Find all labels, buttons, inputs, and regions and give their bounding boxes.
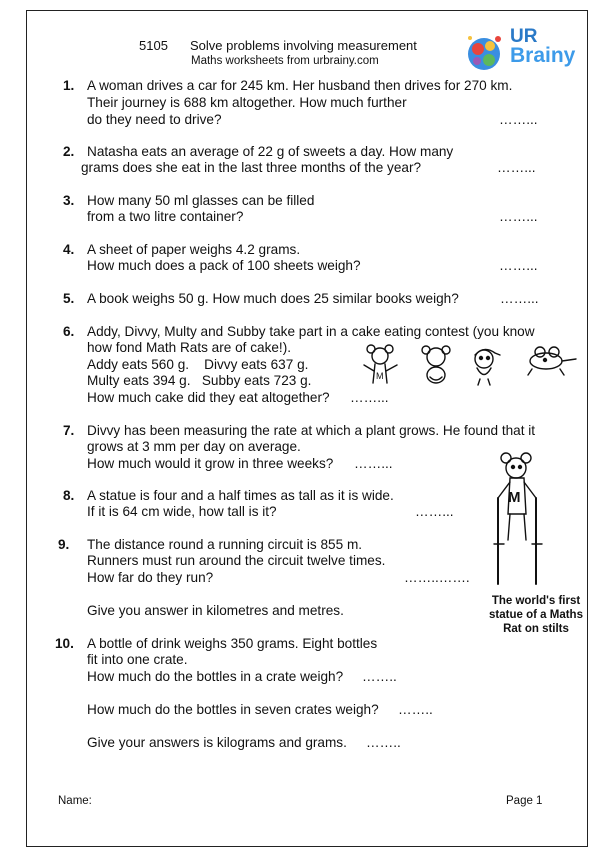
answer-dots: …….. — [366, 735, 401, 750]
question-text-line: Give you answer in kilometres and metres. — [87, 603, 344, 618]
answer-dots: ……... — [500, 291, 539, 306]
logo-ur: UR — [510, 26, 538, 47]
question-number: 1. — [63, 78, 75, 93]
question-text-line: How much do the bottles in seven crates weigh? — [87, 702, 379, 717]
math-rats-illustration — [362, 343, 584, 387]
answer-dots: ……..……. — [404, 570, 470, 585]
worksheet-code: 5105 — [139, 38, 168, 53]
question-text-line: from a two litre container? — [87, 209, 244, 224]
question-text-line: Natasha eats an average of 22 g of sweets a day. How many — [87, 144, 454, 159]
question-text-line: How much does a pack of 100 sheets weigh? — [87, 258, 361, 273]
answer-dots: ……... — [354, 456, 393, 471]
statue-caption — [476, 594, 596, 636]
rat-addy-icon — [364, 345, 397, 383]
question-number: 10. — [55, 636, 74, 651]
question-text-line: how fond Math Rats are of cake!). — [87, 340, 292, 355]
question-text-line: The distance round a running circuit is 855 m. — [87, 537, 363, 552]
question-number: 8. — [63, 488, 75, 503]
question-text-line: Multy eats 394 g. Subby eats 723 g. — [87, 373, 312, 388]
question-text-line: A woman drives a car for 245 km. Her husband then drives for 270 km. — [87, 78, 513, 93]
question-number: 3. — [63, 193, 75, 208]
rat-divvy-icon — [422, 346, 450, 383]
answer-dots: …….. — [398, 702, 433, 717]
question-text-line: How much do the bottles in a crate weigh? — [87, 669, 344, 684]
logo-brainy: Brainy — [510, 44, 576, 67]
question-text-line: A statue is four and a half times as tall as it is wide. — [87, 488, 394, 503]
answer-dots: ……... — [350, 390, 389, 405]
answer-dots: ……... — [499, 112, 538, 127]
rat-multy-icon — [475, 349, 500, 385]
page-number: Page 1 — [506, 795, 543, 807]
question-text-line: grams does she eat in the last three months of the year? — [81, 160, 422, 175]
question-text-line: If it is 64 cm wide, how tall is it? — [87, 504, 277, 519]
question-number: 5. — [63, 291, 75, 306]
answer-dots: ……... — [497, 160, 536, 175]
rat-on-stilts-illustration — [490, 452, 560, 590]
question-text-line: How far do they run? — [87, 570, 214, 585]
worksheet-title: Solve problems involving measurement — [190, 38, 417, 53]
question-text-line: How much cake did they eat altogether? — [87, 390, 330, 405]
svg-text:M: M — [508, 489, 521, 506]
worksheet-subtitle: Maths worksheets from urbrainy.com — [191, 55, 379, 67]
question-text-line: do they need to drive? — [87, 112, 222, 127]
question-text-line: grows at 3 mm per day on average. — [87, 439, 301, 454]
answer-dots: ……... — [499, 209, 538, 224]
urbrainy-logo — [464, 26, 580, 74]
question-text-line: Addy eats 560 g. Divvy eats 637 g. — [87, 357, 309, 372]
answer-dots: ……... — [415, 504, 454, 519]
question-text-line: fit into one crate. — [87, 652, 188, 667]
question-number: 9. — [58, 537, 70, 552]
question-text-line: Runners must run around the circuit twelve times. — [87, 553, 386, 568]
question-text-line: A bottle of drink weighs 350 grams. Eight bottles — [87, 636, 378, 651]
question-text-line: A book weighs 50 g. How much does 25 similar books weigh? — [87, 291, 459, 306]
caption-line: The world's first — [491, 595, 581, 607]
question-text-line: Addy, Divvy, Multy and Subby take part in a cake eating contest (you know — [87, 324, 535, 339]
caption-line: Rat on stilts — [503, 623, 569, 635]
question-text-line: How many 50 ml glasses can be filled — [87, 193, 315, 208]
answer-dots: ……... — [499, 258, 538, 273]
question-number: 6. — [63, 324, 75, 339]
name-label: Name: — [58, 795, 92, 807]
question-number: 7. — [63, 423, 75, 438]
rat-subby-icon — [528, 347, 576, 375]
question-number: 2. — [63, 144, 75, 159]
svg-text:M: M — [376, 371, 384, 381]
caption-line: statue of a Maths — [489, 609, 583, 621]
answer-dots: …….. — [362, 669, 397, 684]
question-text-line: A sheet of paper weighs 4.2 grams. — [87, 242, 301, 257]
brain-globe-icon — [464, 30, 508, 74]
question-text-line: How much would it grow in three weeks? — [87, 456, 334, 471]
question-text-line: Divvy has been measuring the rate at which a plant grows. He found that it — [87, 423, 536, 438]
question-number: 4. — [63, 242, 75, 257]
question-text-line: Give your answers is kilograms and grams. — [87, 735, 347, 750]
question-text-line: Their journey is 688 km altogether. How much further — [87, 95, 407, 110]
